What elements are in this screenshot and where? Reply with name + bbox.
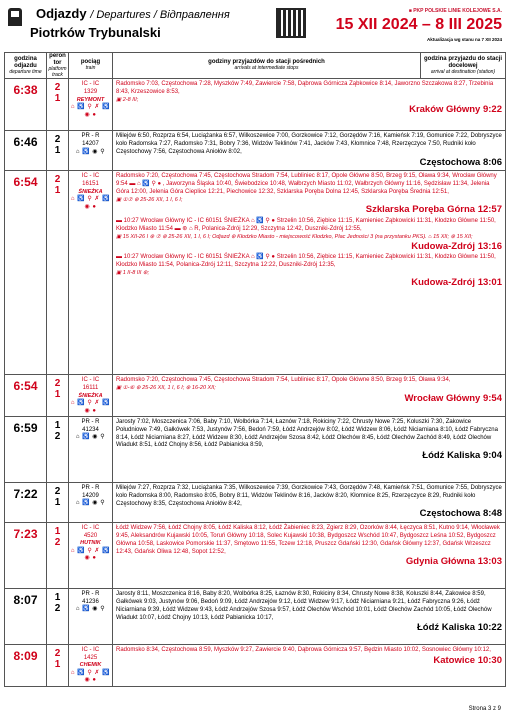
table-row [5, 416, 506, 482]
platform-track [47, 588, 69, 644]
amenity-icons: ⌂ ♿ ⚲ ✗ ♿ ◉ ● [70, 669, 111, 684]
track: 2 [54, 536, 61, 548]
header [8, 6, 502, 46]
route-stops [113, 79, 506, 131]
intermediate-stops: Milejów 6:50, Rozprza 6:54, Luciążanka 6:57, Wilkoszewice 7:00, Gorzkowice 7:12, Gorzędów 7:16, Kamieńsk 7:19, Gomunice 7:22, Dobryszyce koło Radomska 7:27, Radomsko 7:31, Bobry 7:36, Widzów Teklinów 7:41, Jacków 7:43, Kłomnice 7:48, Rzerzęczyce 7:50, Rudniki koło Częstochowy 7:56, Częstochowa Aniołów 8:02, [116, 133, 502, 156]
intermediate-stops: Radomsko 7:20, Częstochowa 7:45, Częstochowa Stradom 7:54, Lubliniec 8:17, Opole Główne 8:50, Brzeg 9:15, Oława 9:34, Wrocław Główny 9:54 ▬ ⌂ ♿ ⚲ ● , Jaworzyna Śląska 10:40, Świebodzice 10:48, Wałbrzych Miasto 11:02, Wałbrzych Główny 11:16, Sędzisław 11:34, Jelenia Góra 12:00, Jelenia Góra Cieplice 12:21, Piechowice 12:32, Szklarska Poręba Dolna 12:45, Szklarska Poręba Średnia 12:51, [116, 173, 497, 196]
table-row [5, 522, 506, 588]
train-name: REYMONT [76, 96, 105, 103]
table-row [5, 171, 506, 375]
station-name: Piotrków Trybunalski [30, 25, 161, 40]
service-note: ▣ 2-8 III; [116, 97, 139, 104]
intermediate-stops: Łódź Widzew 7:56, Łódź Chojny 8:05, Łódź Kaliska 8:12, Łódź Żabieniec 8:23, Zgierz 8:29, Ozorków 8:44, Łęczyca 8:51, Kutno 9:14, Włocławek 9:45, Aleksandrów Kujawski 10:05, Toruń Główny 10:18, Solec Kujawski 10:38, Bydgoszcz Wschód 10:47, Bydgoszcz Leśna 10:52, Bydgoszcz Główna 10:58, Laskowice Pomorskie 11:37, Smętowo 11:55, Tczew 12:18, Pruszcz Gdański 12:30, Gdańsk Główny 12:37, Gdańsk Wrzeszcz 12:43, Gdańsk Oliwa 12:48, Sopot 12:52, [116, 524, 500, 555]
train-number: 41234 [82, 426, 99, 433]
departure-time: 6:38 [5, 79, 47, 131]
track: 1 [54, 185, 61, 197]
connection-note: ▣ 1 II-8 III ⊛; [116, 270, 150, 277]
amenity-icons: ⌂ ♿ ⚲ ✗ ♿ ◉ ● [70, 104, 111, 118]
train-info [69, 522, 113, 588]
service-note: ▣ ①⑦ ⊛ 25-26 XII, 1 I, 6 I; [116, 197, 183, 204]
table-row [5, 79, 506, 131]
train-info [69, 644, 113, 686]
validity-dates: 15 XII 2024 – 8 III 2025 [335, 16, 502, 33]
connection-stops: ▬ 10:27 Wrocław Główny IC - IC 60151 ŚNIEŻKA ⌂ ♿ ⚲ ● Strzelin 10:56, Ziębice 11:15, Kamieniec Ząbkowicki 11:31, Kłodzko Główne 11:50, Kłodzko Miasto 11:54 ▬ ⊛ ⌂ R, Polanica-Zdrój 12:29, Szczytna 12:42, Duszniki-Zdrój 12:55, [116, 217, 496, 232]
train-number: 1329 [83, 89, 98, 96]
train-number: 4520 [83, 532, 98, 539]
departure-time: 6:59 [5, 416, 47, 482]
track: 1 [54, 145, 61, 157]
train-name: HUTNIK [80, 540, 101, 547]
route-stops [113, 131, 506, 171]
train-type: PR - R [81, 133, 100, 140]
col-platform: peron tor platform track [48, 53, 67, 78]
amenity-icons: ⌂ ♿ ⚲ ✗ ♿ ◉ ● [70, 196, 111, 210]
departure-time: 7:22 [5, 482, 47, 522]
connection-destination: Kudowa-Zdrój 13:01 [411, 277, 502, 289]
departure-time: 6:46 [5, 131, 47, 171]
track: 2 [54, 430, 61, 442]
destination: Gdynia Główna 13:03 [405, 556, 502, 568]
route-stops [113, 171, 506, 375]
qr-code-icon [276, 8, 306, 38]
table-row [5, 131, 506, 171]
departure-time: 6:54 [5, 171, 47, 375]
train-type: PR - R [81, 590, 100, 597]
train-number: 16111 [82, 385, 99, 392]
train-type: IC - IC [81, 173, 100, 180]
train-type: PR - R [81, 484, 100, 491]
route-stops [113, 375, 506, 416]
train-info [69, 375, 113, 416]
platform-track [47, 416, 69, 482]
platform: 1 [54, 591, 61, 603]
page-number: Strona 3 z 9 [468, 706, 501, 712]
col-dest: godzina przyjazdu do stacji docelowej arrival at destination (station) [421, 53, 506, 79]
destination: Częstochowa 8:48 [419, 508, 502, 520]
table-row [5, 644, 506, 686]
departure-time: 8:09 [5, 644, 47, 686]
track: 1 [54, 93, 61, 105]
track: 1 [54, 496, 61, 508]
page-title: Odjazdy / Departures / Відправлення [36, 6, 230, 21]
train-name: CHEMIK [79, 662, 102, 669]
platform-track [47, 644, 69, 686]
destination: Katowice 10:30 [433, 654, 502, 666]
destination: Łódź Kaliska 9:04 [422, 450, 502, 462]
col-time: godzina odjazdu departure time [5, 53, 47, 79]
table-row [5, 482, 506, 522]
platform: 1 [54, 419, 61, 431]
route-stops [113, 522, 506, 588]
destination: Szklarska Poręba Górna 12:57 [365, 204, 502, 216]
train-info [69, 588, 113, 644]
train-icon [8, 8, 22, 26]
train-number: 16151 [82, 181, 99, 188]
col-stops: godziny przyjazdów do stacji pośrednich arrivals at intermediate stops [113, 53, 421, 79]
platform: 2 [54, 647, 61, 659]
amenity-icons: ⌂ ♿ ◉ ⚲ [75, 148, 106, 155]
platform: 2 [54, 82, 61, 94]
connection-stops: ▬ 10:27 Wrocław Główny IC - IC 60151 ŚNIEŻKA ⌂ ♿ ⚲ ● Strzelin 10:56, Ziębice 11:15, Kamieniec Ząbkowicki 11:31, Kłodzko Główne 11:50, Kłodzko Miasto 11:54, Polanica-Zdrój 12:11, Szczytna 12:22, Duszniki-Zdrój 12:35, [116, 254, 496, 269]
intermediate-stops: Jarosty 7:02, Moszczenica 7:06, Baby 7:10, Wolbórka 7:14, Łaznów 7:18, Rokiciny 7:22, Chrusty Nowe 7:25, Koluszki 7:30, Zakowice Południowe 7:49, Gałkówek 7:53, Justynów 7:56, Bedoń 7:59, Łódź Andrzejów 8:02, Łódź Widzew 8:06, Łódź Niciarniana 8:10, Łódź Fabryczna 8:14, Łódź Niciarniana 8:27, Łódź Widzew 8:30, Łódź Andrzejów Szosa 8:42, Łódź Olechów 8:45, Łódź Olechów Zachód 8:49, Łódź Olechów Wiadukt 8:51, Łódź Chojny 8:56, Łódź Pabianicka 8:59, [116, 418, 498, 449]
table-row [5, 375, 506, 416]
train-name: ŚNIEŻKA [78, 392, 103, 399]
intermediate-stops: Jarosty 8:11, Moszczenica 8:16, Baby 8:20, Wolbórka 8:25, Łaznów 8:30, Rokiciny 8:34, Chrusty Nowe 8:38, Koluszki 8:44, Zakowice 8:59, Gałkówek 9:03, Justynów 9:06, Bedoń 9:09, Łódź Andrzejów 9:12, Łódź Widzew 9:17, Łódź Niciarniana 9:21, Łódź Fabryczna 9:26, Łódź Niciarniana 9:39, Łódź Widzew 9:43, Łódź Andrzejów Szosa 9:57, Łódź Olechów Wschód 10:01, Łódź Olechów Zachód 10:05, Łódź Olechów Wiadukt 10:07, Łódź Chojny 10:13, Łódź Pabianicka 10:17, [116, 590, 492, 621]
operator-logo: ■ PKP POLSKIE LINIE KOLEJOWE S.A. [409, 8, 502, 14]
platform-track [47, 375, 69, 416]
platform-track [47, 79, 69, 131]
update-note: Aktualizacja wg stanu na 7 XII 2024 [426, 37, 502, 42]
train-type: IC - IC [81, 81, 100, 88]
train-info [69, 416, 113, 482]
train-info [69, 131, 113, 171]
train-name: ŚNIEŻKA [78, 188, 103, 195]
platform: 2 [54, 134, 61, 146]
platform: 2 [54, 174, 61, 186]
train-type: PR - R [81, 418, 100, 425]
route-stops [113, 482, 506, 522]
intermediate-stops: Radomsko 7:20, Częstochowa 7:45, Częstochowa Stradom 7:54, Lubliniec 8:17, Opole Główne 8:50, Brzeg 9:15, Oława 9:34, [116, 377, 451, 384]
train-type: IC - IC [81, 377, 100, 384]
col-train: pociąg train [69, 53, 113, 79]
track: 2 [54, 602, 61, 614]
route-stops [113, 644, 506, 686]
train-type: IC - IC [81, 646, 100, 653]
amenity-icons: ⌂ ♿ ⚲ ✗ ♿ ◉ ● [70, 547, 111, 562]
platform: 2 [54, 485, 61, 497]
platform: 2 [54, 378, 61, 390]
destination: Częstochowa 8:06 [419, 157, 502, 168]
train-number: 14207 [82, 141, 99, 148]
connection-note: ▣ 15 XII-26 I ⊛ ⑦ ⊛ 25-26 XII, 1 I, 6 I; Odjazd ⊛ Kłodzko Miasto - miejscowość Kłodzko, Plac Jedności 3 (na przystanku PKS). ⌂ 15 XII; ⊛ 15 XII; [116, 233, 473, 240]
departure-time: 6:54 [5, 375, 47, 416]
platform: 1 [54, 525, 61, 537]
destination: Łódź Kaliska 10:22 [416, 622, 502, 634]
departure-time: 8:07 [5, 588, 47, 644]
intermediate-stops: Radomsko 7:03, Częstochowa 7:28, Myszków 7:49, Zawiercie 7:58, Dąbrowa Górnicza Ząbkowice 8:14, Jaworzno Szczakowa 8:27, Trzebinia 8:43, Krzeszowice 8:53, [116, 81, 494, 96]
amenity-icons: ⌂ ♿ ◉ ⚲ [75, 434, 106, 441]
route-stops [113, 416, 506, 482]
departures-table [4, 52, 506, 687]
amenity-icons: ⌂ ♿ ◉ ⚲ [75, 500, 106, 507]
service-note: ▣ ①-⑥ ⊛ 25-26 XII, 1 I, 6 I; ⊛ 16-20 XII; [116, 385, 216, 392]
connection-destination: Kudowa-Zdrój 13:16 [411, 240, 502, 252]
train-type: IC - IC [81, 524, 100, 531]
train-info [69, 79, 113, 131]
table-row [5, 588, 506, 644]
train-number: 1425 [83, 654, 98, 661]
platform-track [47, 522, 69, 588]
route-stops [113, 588, 506, 644]
train-number: 41236 [82, 598, 99, 605]
track: 1 [54, 658, 61, 670]
train-info [69, 482, 113, 522]
amenity-icons: ⌂ ♿ ⚲ ✗ ♿ ◉ ● [70, 400, 111, 414]
destination: Wrocław Główny 9:54 [404, 392, 502, 404]
platform-track [47, 482, 69, 522]
platform-track [47, 171, 69, 375]
amenity-icons: ⌂ ♿ ◉ ⚲ [75, 606, 106, 613]
destination: Kraków Główny 9:22 [409, 104, 502, 116]
platform-track [47, 131, 69, 171]
intermediate-stops: Radomsko 8:34, Częstochowa 8:59, Myszków 9:27, Zawiercie 9:40, Dąbrowa Górnicza 9:57, Będzin Miasto 10:02, Sosnowiec Główny 10:12, [116, 646, 491, 653]
train-number: 14209 [82, 492, 99, 499]
intermediate-stops: Milejów 7:27, Rozprza 7:32, Luciążanka 7:35, Wilkoszewice 7:39, Gorzkowice 7:43, Gorzędów 7:48, Kamieńsk 7:51, Gomunice 7:55, Dobryszyce koło Radomska 8:00, Radomsko 8:05, Bobry 8:11, Widzów Teklinów 8:16, Jacków 8:20, Kłomnice 8:25, Rzerzęczyce 8:29, Rudniki koło Częstochowy 8:35, Częstochowa Aniołów 8:42, [116, 484, 502, 507]
train-info [69, 171, 113, 375]
departure-time: 7:23 [5, 522, 47, 588]
track: 1 [54, 389, 61, 401]
